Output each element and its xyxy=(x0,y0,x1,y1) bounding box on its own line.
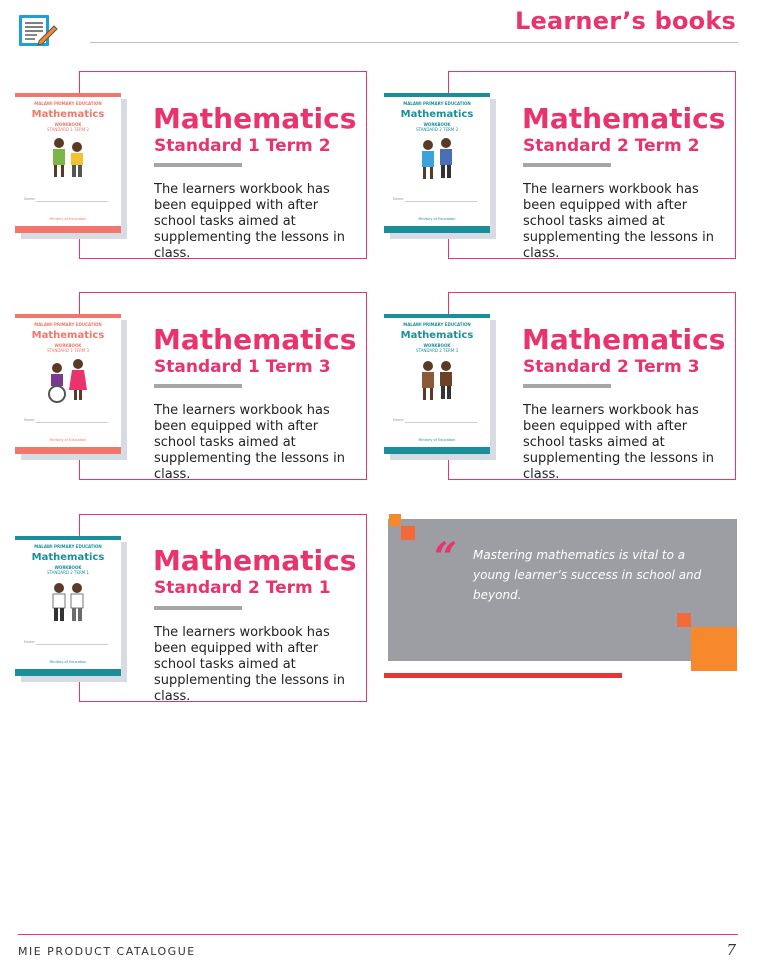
cover-subject: Mathematics xyxy=(400,330,474,341)
decor-square xyxy=(401,526,415,540)
card-title: Mathematics xyxy=(153,323,357,356)
cover-subject: Mathematics xyxy=(31,330,105,341)
children-illustration xyxy=(415,135,459,185)
page-title: Learner’s books xyxy=(515,7,736,35)
cover-standard: STANDARD 2 TERM 2 xyxy=(415,127,459,132)
book-cover xyxy=(384,314,490,454)
cover-publisher: MALAWI PRIMARY EDUCATION xyxy=(403,101,471,106)
cover-name-line xyxy=(405,201,477,202)
card-subtitle: Standard 1 Term 3 xyxy=(154,357,331,377)
cover-name-line xyxy=(405,422,477,423)
cover-ministry: Ministry of Education xyxy=(49,217,87,221)
cover-standard: STANDARD 2 TERM 1 xyxy=(46,570,90,575)
cover-kind: WORKBOOK xyxy=(54,565,82,570)
children-illustration xyxy=(46,356,90,406)
cover-standard: STANDARD 1 TERM 3 xyxy=(46,348,90,353)
children-illustration xyxy=(46,135,90,185)
cover-standard: STANDARD 1 TERM 2 xyxy=(46,127,90,132)
card-title: Mathematics xyxy=(153,102,357,135)
decor-square xyxy=(677,613,691,627)
cover-name-line xyxy=(36,201,108,202)
page-number: 7 xyxy=(726,941,736,959)
cover-kind: WORKBOOK xyxy=(423,343,451,348)
cover-ministry: Ministry of Education xyxy=(49,660,87,664)
cover-name-label: Name: xyxy=(24,418,36,422)
header-rule xyxy=(90,42,738,43)
children-illustration xyxy=(415,356,459,406)
decor-square xyxy=(691,627,737,671)
cover-kind: WORKBOOK xyxy=(54,343,82,348)
cover-name-line xyxy=(36,422,108,423)
cover-name-label: Name: xyxy=(393,197,405,201)
card-subtitle: Standard 1 Term 2 xyxy=(154,136,331,156)
card-subtitle: Standard 2 Term 1 xyxy=(154,578,331,598)
cover-kind: WORKBOOK xyxy=(423,122,451,127)
cover-standard: STANDARD 2 TERM 3 xyxy=(415,348,459,353)
card-subtitle: Standard 2 Term 3 xyxy=(523,357,700,377)
quote-text: Mastering mathematics is vital to a young learner’s success in school and beyond. xyxy=(473,548,702,602)
card-divider xyxy=(523,163,611,167)
book-cover xyxy=(384,93,490,233)
footer-rule xyxy=(18,934,738,935)
card-description: The learners workbook has been equipped with after school tasks aimed at supplementing the lessons in class. xyxy=(154,625,345,704)
card-title: Mathematics xyxy=(153,544,357,577)
card-title: Mathematics xyxy=(522,102,726,135)
book-cover xyxy=(15,536,121,676)
card-divider xyxy=(523,384,611,388)
card-description: The learners workbook has been equipped with after school tasks aimed at supplementing the lessons in class. xyxy=(154,403,345,482)
cover-subject: Mathematics xyxy=(31,552,105,563)
cover-name-label: Name: xyxy=(393,418,405,422)
cover-name-line xyxy=(36,644,108,645)
cover-publisher: MALAWI PRIMARY EDUCATION xyxy=(34,544,102,549)
cover-ministry: Ministry of Education xyxy=(418,217,456,221)
card-divider xyxy=(154,384,242,388)
quote-underline xyxy=(384,673,622,678)
card-subtitle: Standard 2 Term 2 xyxy=(523,136,700,156)
cover-publisher: MALAWI PRIMARY EDUCATION xyxy=(34,322,102,327)
cover-name-label: Name: xyxy=(24,640,36,644)
book-cover xyxy=(15,314,121,454)
card-divider xyxy=(154,163,242,167)
book-cover xyxy=(15,93,121,233)
card-divider xyxy=(154,606,242,610)
footer-label: MIE PRODUCT CATALOGUE xyxy=(18,945,196,958)
card-description: The learners workbook has been equipped with after school tasks aimed at supplementing the lessons in class. xyxy=(154,182,345,261)
decor-square xyxy=(389,514,401,526)
card-description: The learners workbook has been equipped with after school tasks aimed at supplementing the lessons in class. xyxy=(523,403,714,482)
cover-ministry: Ministry of Education xyxy=(418,438,456,442)
cover-subject: Mathematics xyxy=(31,109,105,120)
children-illustration xyxy=(46,578,90,628)
cover-ministry: Ministry of Education xyxy=(49,438,87,442)
cover-publisher: MALAWI PRIMARY EDUCATION xyxy=(403,322,471,327)
cover-publisher: MALAWI PRIMARY EDUCATION xyxy=(34,101,102,106)
card-description: The learners workbook has been equipped with after school tasks aimed at supplementing the lessons in class. xyxy=(523,182,714,261)
card-title: Mathematics xyxy=(522,323,726,356)
document-edit-icon xyxy=(18,14,58,48)
cover-kind: WORKBOOK xyxy=(54,122,82,127)
cover-name-label: Name: xyxy=(24,197,36,201)
quote-mark: “ xyxy=(434,534,458,581)
cover-subject: Mathematics xyxy=(400,109,474,120)
